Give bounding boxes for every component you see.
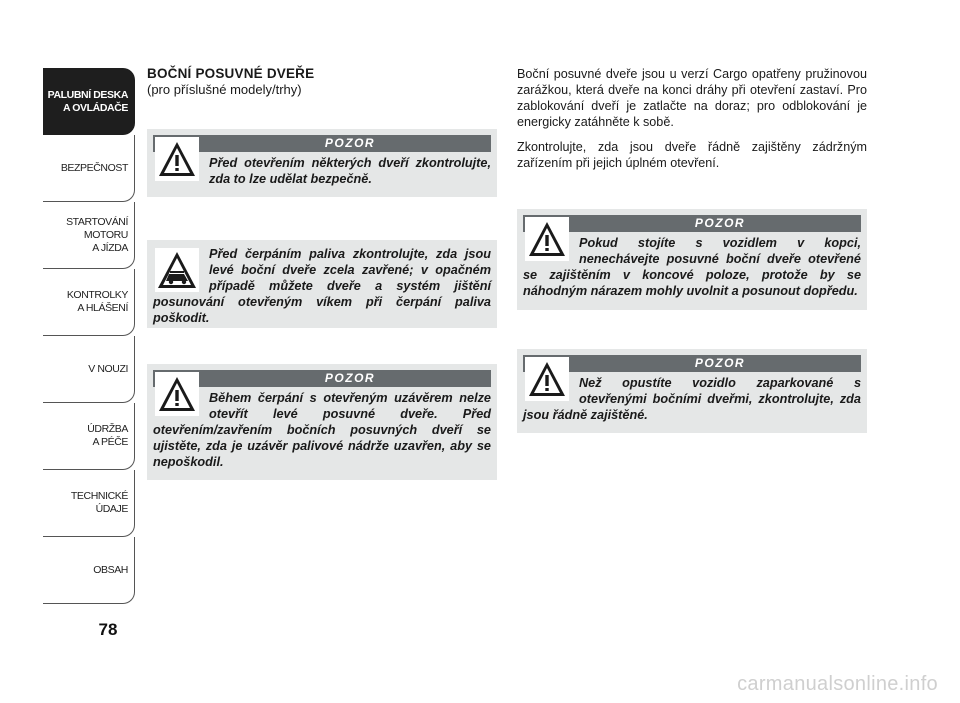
section-heading: BOČNÍ POSUVNÉ DVEŘE bbox=[147, 66, 315, 81]
warning-triangle-icon bbox=[525, 217, 569, 261]
warning-box-4 bbox=[517, 349, 867, 433]
warning-text: Během čerpání s otevřeným uzávěrem nelze otevřít levé posuvné dveře. Před otevřením/zavřením bočních posuvných dveří se ujistěte, zda je uzávěr palivové nádrže uzavřen, aby se nepoškodil. bbox=[153, 391, 491, 469]
tab-kontrolky[interactable]: KONTROLKY A HLÁŠENÍ bbox=[43, 269, 135, 336]
body-paragraph: Zkontrolujte, zda jsou dveře řádně zajištěny zádržným zařízením při jejich úplném otevření. bbox=[517, 140, 867, 170]
warning-label: POZOR bbox=[523, 215, 861, 232]
tab-technicke-udaje[interactable]: TECHNICKÉ ÚDAJE bbox=[43, 470, 135, 537]
tab-v-nouzi[interactable]: V NOUZI bbox=[43, 336, 135, 403]
note-fuel-box bbox=[147, 240, 497, 328]
watermark: carmanualsonline.info bbox=[737, 673, 938, 695]
body-paragraph: Boční posuvné dveře jsou u verzí Cargo opatřeny pružinovou zarážkou, která dveře na konci dráhy při otevření zastaví. Pro zablokování dveří je zatlačte na doraz; pro odblokování je energicky zatáhněte k sobě. bbox=[517, 67, 867, 129]
warning-text: Před otevřením některých dveří zkontrolujte, zda to lze udělat bezpečně. bbox=[209, 156, 491, 186]
warning-triangle-icon bbox=[155, 372, 199, 416]
warning-text: Pokud stojíte s vozidlem v kopci, nenechávejte posuvné boční dveře otevřené se zajištěním v koncové poloze, protože by se náhodným nárazem mohly uvolnit a posunout dopředu. bbox=[523, 236, 861, 298]
tab-palubni-deska[interactable]: PALUBNÍ DESKA A OVLÁDAČE bbox=[43, 68, 135, 135]
chapter-tabs bbox=[43, 68, 135, 604]
warning-triangle-icon bbox=[525, 357, 569, 401]
tab-udrzba[interactable]: ÚDRŽBA A PÉČE bbox=[43, 403, 135, 470]
warning-label: POZOR bbox=[153, 135, 491, 152]
warning-label: POZOR bbox=[523, 355, 861, 372]
warning-label: POZOR bbox=[153, 370, 491, 387]
page-number: 78 bbox=[98, 620, 118, 639]
fuel-door-icon bbox=[155, 248, 199, 292]
section-subheading: (pro příslušné modely/trhy) bbox=[147, 82, 302, 97]
warning-box-1 bbox=[147, 129, 497, 197]
right-column bbox=[517, 66, 867, 180]
tab-bezpecnost[interactable]: BEZPEČNOST bbox=[43, 135, 135, 202]
warning-triangle-icon bbox=[155, 137, 199, 181]
warning-text: Než opustíte vozidlo zaparkované s otevřenými bočními dveřmi, zkontrolujte, zda jsou řádně zajištěné. bbox=[523, 376, 861, 422]
warning-box-3 bbox=[517, 209, 867, 310]
left-column bbox=[147, 66, 497, 98]
tab-startovani[interactable]: STARTOVÁNÍ MOTORU A JÍZDA bbox=[43, 202, 135, 269]
note-fuel-text: Před čerpáním paliva zkontrolujte, zda jsou levé boční dveře zcela zavřené; v opačném případě můžete dveře a systém jištění posunování otevřeným víkem při čerpání paliva poškodit. bbox=[153, 247, 491, 325]
tab-obsah[interactable]: OBSAH bbox=[43, 537, 135, 604]
warning-box-2 bbox=[147, 364, 497, 480]
